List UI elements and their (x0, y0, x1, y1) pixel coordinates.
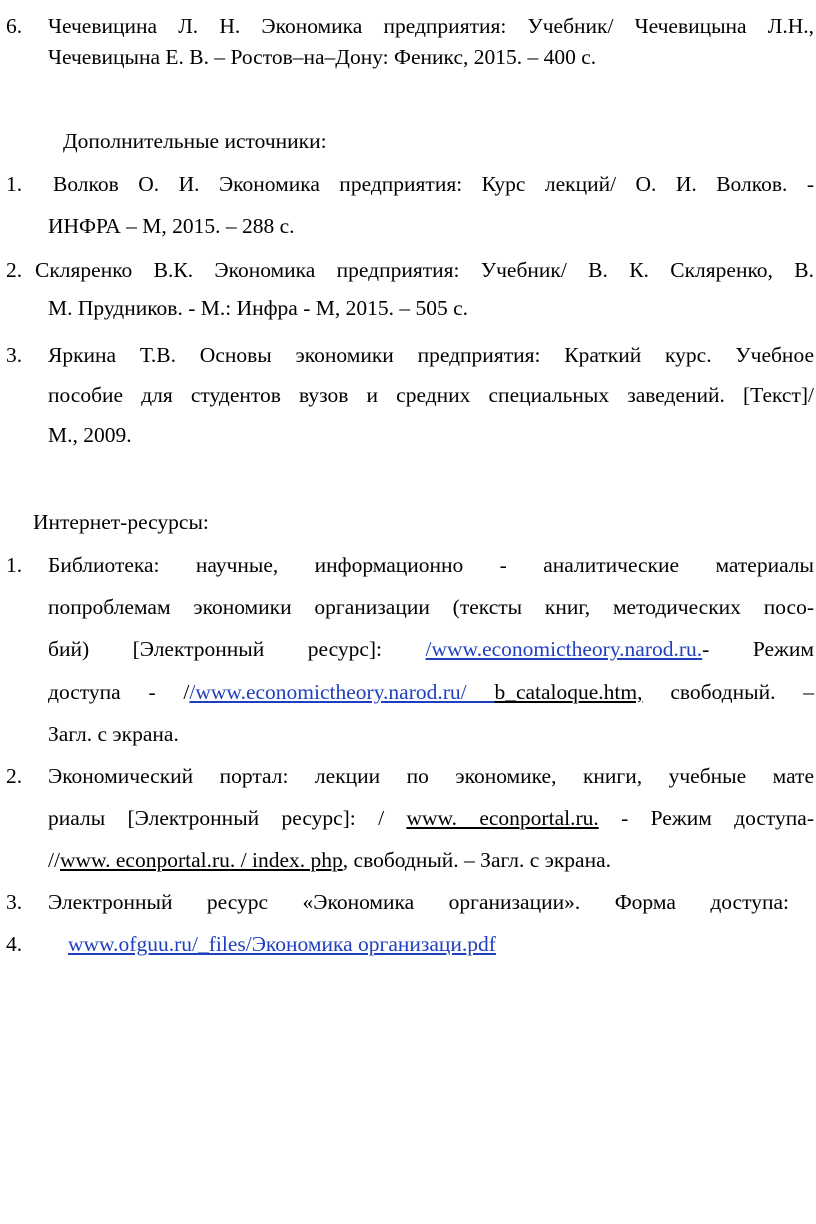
economictheory-link[interactable]: /www.economictheory.narod.ru. (425, 637, 703, 661)
text-fragment: - Режим доступа- (598, 806, 814, 830)
list-number: 6. (6, 14, 23, 38)
reference-text: Чечевицына Е. В. – Ростов–на–Дону: Феникс, 2015. – 400 с. (48, 45, 597, 69)
text-fragment: бий) [Электронный ресурс]: (48, 637, 426, 661)
reference-text: Волков О. И. Экономика предприятия: Курс лекций/ О. И. Волков. - (53, 172, 814, 196)
economictheory-link[interactable]: /www.economictheory.narod.ru/ (189, 680, 495, 704)
reference-text: Библиотека: научные, информационно - аналитические материалы (48, 553, 814, 577)
econportal-link[interactable]: www. econportal.ru. (406, 806, 599, 830)
reference-text: Экономический портал: лекции по экономике, книги, учебные мате (48, 764, 814, 788)
text-fragment: , свободный. – Загл. с экрана. (342, 848, 611, 872)
list-number: 2. (6, 258, 23, 282)
reference-text-with-link (68, 934, 496, 956)
reference-text-with-link (48, 808, 814, 830)
list-number: 3. (6, 890, 23, 914)
section-heading: Интернет-ресурсы: (33, 510, 209, 534)
ofguu-pdf-link[interactable]: www.ofguu.ru/_files/Экономика организаци.pdf (68, 932, 496, 956)
text-fragment: риалы [Электронный ресурс]: / (48, 806, 407, 830)
list-number: 4. (6, 932, 23, 956)
reference-text: Яркина Т.В. Основы экономики предприятия: Краткий курс. Учебное (48, 343, 814, 367)
reference-text: пособие для студентов вузов и средних специальных заведений. [Текст]/ (48, 383, 814, 407)
reference-text: Чечевицина Л. Н. Экономика предприятия: Учебник/ Чечевицына Л.Н., (48, 14, 814, 38)
text-fragment: доступа - / (48, 680, 190, 704)
catalogue-link[interactable]: b_cataloque.htm, (494, 680, 643, 704)
reference-text: Электронный ресурс «Экономика организации». Форма доступа: (48, 890, 789, 914)
text-fragment: - Режим (702, 637, 815, 661)
section-heading: Дополнительные источники: (63, 129, 327, 153)
reference-text: М., 2009. (48, 423, 132, 447)
text-fragment: // (48, 848, 60, 872)
reference-text: ИНФРА – М, 2015. – 288 с. (48, 214, 295, 238)
reference-text: Скляренко В.К. Экономика предприятия: Учебник/ В. К. Скляренко, В. (35, 258, 814, 282)
list-number: 1. (6, 553, 23, 577)
list-number: 3. (6, 343, 23, 367)
text-fragment: свободный. – (642, 680, 814, 704)
reference-text: М. Прудников. - М.: Инфра - М, 2015. – 505 с. (48, 296, 469, 320)
reference-text-with-link (48, 639, 814, 661)
reference-text-with-link (48, 850, 611, 872)
list-number: 2. (6, 764, 23, 788)
list-number: 1. (6, 172, 23, 196)
reference-text: Загл. с экрана. (48, 722, 179, 746)
reference-text: попроблемам экономики организации (тексты книг, методических посо- (48, 595, 814, 619)
econportal-index-link[interactable]: www. econportal.ru. / index. php (59, 848, 343, 872)
reference-text-with-link (48, 682, 814, 704)
